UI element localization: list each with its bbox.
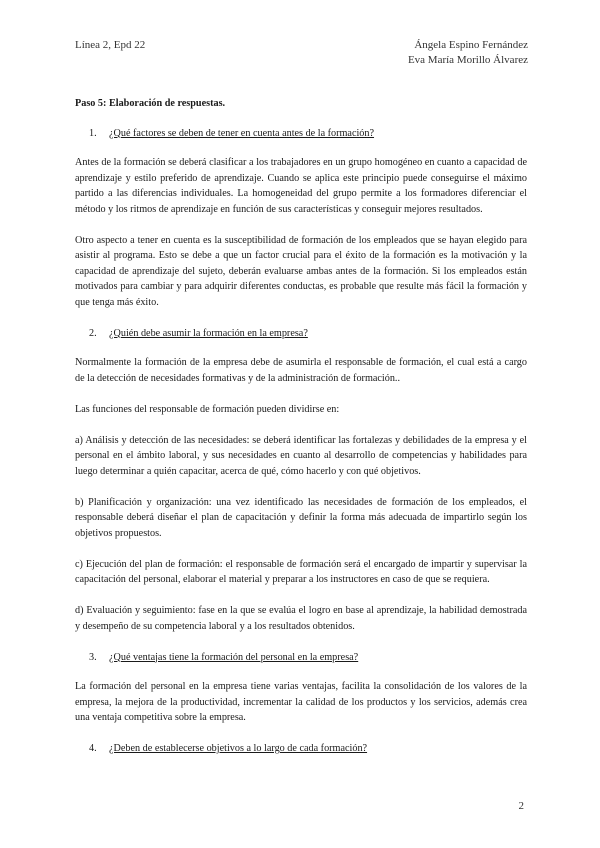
paragraph: Antes de la formación se deberá clasificar a los trabajadores en un grupo homogéneo en cuanto a capacidad de aprendizaje y estilo preferido de aprendizaje. Cuando se aplica este principio puede conseguirse el máximo partido a las diferencias individuales. La homogeneidad del grupo permite a los formadores diferenciar el método y los ritmos de aprendizaje en función de sus características y conseguir mejores resultados. (75, 157, 527, 215)
paragraph: Normalmente la formación de la empresa debe de asumirla el responsable de formación, el cual está a cargo de la detección de necesidades formativas y de la administración de formación.. (75, 357, 527, 384)
paragraph: Las funciones del responsable de formación pueden dividirse en: (75, 403, 340, 415)
paragraph: a) Análisis y detección de las necesidades: se deberá identificar las fortalezas y debilidades de la empresa y el personal en el ámbito laboral, y sus necesidades en cuanto al desarrollo de competencias y habilidades para luego determinar a quién capacitar, acerca de qué, cómo hacerlo y con qué objetivos. (75, 434, 527, 477)
paragraph: d) Evaluación y seguimiento: fase en la que se evalúa el logro en base al aprendizaje, la habilidad demostrada y desempeño de su competencia laboral y a los resultados obtenidos. (75, 605, 527, 632)
section-title: Paso 5: Elaboración de respuestas. (75, 98, 226, 109)
header-left: Línea 2, Epd 22 (75, 39, 146, 51)
question-text: ¿Quién debe asumir la formación en la empresa? (109, 327, 308, 339)
question-number: 1. (89, 127, 97, 139)
author-2: Eva María Morillo Álvarez (407, 54, 528, 66)
paragraph: b) Planificación y organización: una vez identificado las necesidades de formación de los empleados, el responsable deberá diseñar el plan de capacitación y definir la forma más adecuada de impartirlo según los objetivos propuestos. (75, 496, 527, 539)
question-text: ¿Qué ventajas tiene la formación del personal en la empresa? (109, 651, 359, 663)
author-1: Ángela Espino Fernández (414, 39, 528, 51)
question-text: ¿Deben de establecerse objetivos a lo largo de cada formación? (109, 743, 368, 754)
page-number: 2 (518, 800, 524, 812)
question-2 (75, 326, 527, 342)
document-body (75, 96, 527, 771)
question-number: 4. (89, 743, 97, 754)
question-1 (75, 126, 527, 142)
question-3 (75, 650, 527, 666)
question-number: 3. (89, 651, 97, 663)
question-number: 2. (89, 327, 97, 339)
paragraph: Otro aspecto a tener en cuenta es la susceptibilidad de formación de los empleados que se hayan elegido para asistir al programa. Esto se debe a que un factor crucial para el éxito de la formación es la motivación y la capacidad de aprendizaje del sujeto, deberán evaluarse ambas antes de la formación. Si los empleados están motivados para cambiar y para adquirir diferentes conductas, es probable que resulte más fácil la formación y que tenga más éxito. (75, 234, 527, 308)
question-4 (75, 741, 527, 757)
paragraph: La formación del personal en la empresa tiene varias ventajas, facilita la consolidación de los valores de la empresa, la mejora de la productividad, incrementar la calidad de los productos y los servicios, además crea una ventaja competitiva sobre la empresa. (75, 681, 527, 723)
header-authors (408, 38, 528, 68)
question-text: ¿Qué factores se deben de tener en cuenta antes de la formación? (109, 127, 375, 139)
paragraph: c) Ejecución del plan de formación: el responsable de formación será el encargado de impartir y supervisar la capacitación del personal, elaborar el material y preparar a los instructores en caso de que se requiera. (75, 558, 527, 585)
